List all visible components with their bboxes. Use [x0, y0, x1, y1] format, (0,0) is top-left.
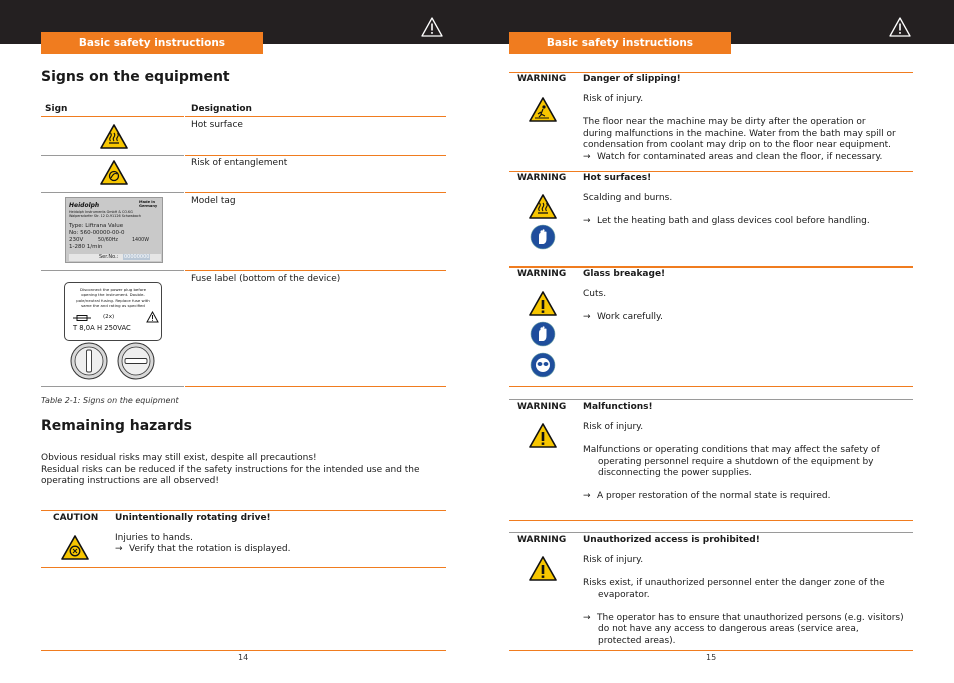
fuse-rating-current: T 8,0A: [73, 324, 95, 332]
warning-body-hot: [583, 193, 913, 228]
model-tag-plate: [65, 197, 163, 263]
fuse-count: (2x): [103, 314, 115, 320]
company-text: Heidolph Instruments GmbH & CO.KG: [69, 210, 133, 214]
table-caption: Table 2-1: Signs on the equipment: [41, 396, 179, 405]
warning-rule: [509, 266, 913, 268]
row-rule: [41, 192, 184, 193]
warning-icon: [146, 311, 159, 323]
row-rule: [185, 192, 446, 193]
paragraph: Obvious residual risks may still exist, despite all precautions!: [41, 453, 317, 463]
body-step: [583, 312, 913, 324]
voltage-text: 230V: [69, 237, 84, 243]
row-rule: [185, 155, 446, 156]
body-line: Malfunctions or operating conditions that may affect the safety of: [583, 445, 880, 455]
type-text: Type: Liftrana Value: [69, 223, 124, 229]
body-line: do not have any access to dangerous areas (service area,: [598, 624, 859, 634]
warning-body-glass: [583, 289, 913, 324]
body-line: Watch for contaminated areas and clean the floor, if necessary.: [597, 151, 883, 162]
line-gap: [583, 205, 913, 217]
body-line: evaporator.: [598, 589, 650, 600]
arrow-right-icon: →: [583, 312, 591, 322]
warning-label: WARNING: [517, 402, 567, 412]
wear-goggles-icon: [530, 352, 556, 378]
designation-hot-surface: Hot surface: [191, 120, 243, 130]
warning-body-unauthorized: [583, 555, 913, 647]
fuse-line: opening the instrument. Double-: [81, 292, 145, 298]
body-line: The floor near the machine may be dirty after the operation or: [583, 117, 866, 127]
serial-label: Ser.No.:: [99, 254, 119, 260]
arrow-right-icon: →: [583, 491, 591, 501]
body-line: Let the heating bath and glass devices cool before handling.: [597, 216, 870, 226]
page-bottom-rule: [41, 650, 446, 651]
fuse-line: same the and rating as specified: [81, 303, 145, 309]
line-gap: [583, 480, 913, 492]
designation-fuse-label: Fuse label (bottom of the device): [191, 274, 341, 284]
arrow-right-icon: →: [583, 612, 591, 623]
fuse-rating-voltage: 250VAC: [104, 324, 131, 332]
warning-body-slipping: [583, 94, 913, 163]
wear-gloves-icon: [530, 224, 556, 250]
table-header-rule: [41, 116, 184, 117]
warning-body-malfunctions: [583, 422, 913, 503]
body-line: protected areas).: [598, 635, 676, 646]
line-gap: [583, 567, 913, 579]
caution-bottom-rule: [41, 567, 446, 568]
warning-label: WARNING: [517, 269, 567, 279]
warning-rule: [509, 532, 913, 533]
caution-step: [115, 544, 290, 556]
arrow-right-icon: →: [583, 151, 591, 162]
paragraph: operating instructions are all observed!: [41, 476, 219, 486]
page-number-right: 15: [706, 653, 717, 662]
body-line: during malfunctions in the machine. Water from the bath may spill or: [583, 128, 896, 139]
fuse-line: pole/neutral fusing. Replace fuse with: [76, 297, 150, 303]
caution-top-rule: [41, 510, 446, 511]
warning-rule: [509, 520, 913, 521]
row-rule: [185, 270, 446, 271]
body-line: Risk of injury.: [583, 555, 644, 565]
heidolph-logo: Heidolph: [69, 202, 100, 209]
warning-icon: [421, 16, 443, 38]
body-line: A proper restoration of the normal state is required.: [597, 491, 831, 501]
body-step: [583, 152, 913, 164]
designation-entanglement: Risk of entanglement: [191, 158, 288, 168]
page-bottom-rule: [509, 650, 913, 651]
caution-title: Unintentionally rotating drive!: [115, 513, 271, 523]
column-header-designation: Designation: [191, 104, 252, 114]
page-title-remaining: Remaining hazards: [41, 418, 193, 434]
remaining-hazards-text: [41, 453, 441, 488]
warning-title-hot: Hot surfaces!: [583, 173, 652, 183]
hot-surface-icon: [529, 193, 557, 220]
wear-gloves-icon: [530, 321, 556, 347]
body-line: Risk of injury.: [583, 94, 644, 104]
body-step: [583, 491, 913, 503]
entanglement-icon: [100, 159, 128, 186]
fuse-rating: [73, 324, 131, 332]
column-header-sign: Sign: [45, 104, 68, 114]
body-line: Work carefully.: [597, 312, 663, 322]
body-line: disconnecting the power supplies.: [598, 468, 752, 478]
line-gap: [583, 106, 913, 118]
rpm-text: 1-280 1/min: [69, 244, 103, 250]
rotating-drive-icon: [61, 534, 89, 561]
arrow-right-icon: →: [583, 216, 591, 226]
address-text: Walpersdorfer Str. 12 D-91126 Schwabach: [69, 214, 141, 218]
row-rule: [41, 386, 184, 387]
warning-title-malfunctions: Malfunctions!: [583, 402, 653, 412]
line-gap: [583, 301, 913, 313]
section-tab-right: Basic safety instructions: [509, 32, 731, 54]
body-step: [583, 613, 913, 625]
serial-strip: [69, 254, 161, 261]
fuse-line: Disconnect the power plug before: [80, 287, 146, 292]
fuse-label-plate: [64, 282, 162, 341]
warning-icon: [529, 422, 557, 449]
body-line: Risks exist, if unauthorized personnel enter the danger zone of the: [583, 578, 885, 588]
body-line: Cuts.: [583, 289, 607, 299]
body-line: Scalding and burns.: [583, 193, 673, 203]
designation-model-tag: Model tag: [191, 196, 236, 206]
slipping-icon: [529, 96, 557, 123]
page-number-left: 14: [238, 653, 249, 662]
warning-rule: [509, 72, 913, 73]
row-rule: [41, 270, 184, 271]
body-line: Risk of injury.: [583, 422, 644, 432]
caution-text-1: Injuries to hands.: [115, 533, 193, 543]
number-text: No: 560-00000-00-0: [69, 230, 125, 236]
line-gap: [583, 601, 913, 613]
warning-icon: [529, 290, 557, 317]
section-tab-left: Basic safety instructions: [41, 32, 263, 54]
warning-title-glass: Glass breakage!: [583, 269, 666, 279]
warning-rule: [509, 399, 913, 400]
line-gap: [583, 434, 913, 446]
warning-rule: [509, 386, 913, 387]
hot-surface-icon: [100, 123, 128, 150]
row-rule: [41, 155, 184, 156]
arrow-right-icon: →: [115, 544, 123, 554]
fuse-instructions: [67, 287, 159, 309]
page-title-signs: Signs on the equipment: [41, 69, 230, 85]
warning-label: WARNING: [517, 535, 567, 545]
warning-title-unauthorized: Unauthorized access is prohibited!: [583, 535, 760, 545]
body-line: The operator has to ensure that unauthorized persons (e.g. visitors): [597, 612, 904, 623]
paragraph: Residual risks can be reduced if the safety instructions for the intended use and the: [41, 464, 420, 475]
row-rule: [185, 386, 446, 387]
frequency-text: 50/60Hz: [98, 238, 118, 243]
warning-label: WARNING: [517, 74, 567, 84]
caution-label: CAUTION: [53, 513, 99, 523]
warning-icon: [529, 555, 557, 582]
caution-text-2: Verify that the rotation is displayed.: [129, 544, 291, 554]
fuse-holder-caps-icon: [70, 342, 156, 380]
table-header-rule: [185, 116, 446, 117]
power-text: 1400W: [132, 238, 149, 243]
fuse-symbol-icon: [73, 314, 91, 322]
body-line: operating personnel require a shutdown of the equipment by: [598, 456, 874, 467]
body-line: condensation from coolant may drip on to the floor near equipment.: [583, 140, 891, 150]
made-in-text: Made in Germany: [139, 200, 158, 209]
body-step: [583, 216, 913, 228]
warning-rule: [509, 171, 913, 172]
warning-title-slipping: Danger of slipping!: [583, 74, 681, 84]
fuse-rating-type: H: [96, 324, 103, 332]
serial-value: 00000000: [124, 254, 150, 260]
warning-label: WARNING: [517, 173, 567, 183]
warning-icon: [889, 16, 911, 38]
